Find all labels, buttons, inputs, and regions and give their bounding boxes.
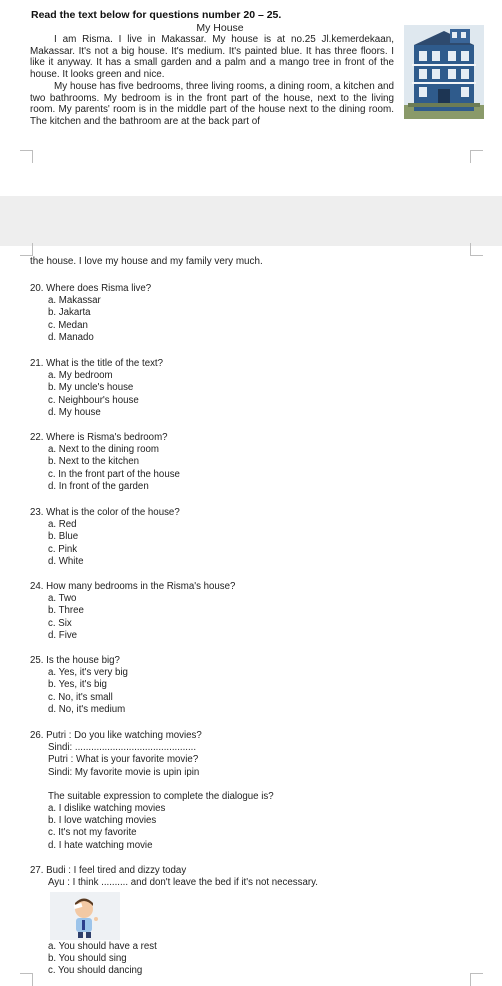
answer-option: c. It's not my favorite	[48, 827, 137, 839]
answer-option: d. No, it's medium	[48, 703, 126, 715]
answer-option: a. Makassar	[48, 295, 101, 307]
answer-option: c. In the front part of the house	[48, 468, 180, 480]
answer-option: b. I love watching movies	[48, 815, 157, 827]
document-page-2	[0, 246, 502, 985]
dialogue-line: Sindi: .............................................	[48, 742, 197, 754]
answer-option: b. Yes, it's big	[48, 679, 107, 691]
question-26	[30, 730, 274, 852]
answer-option: b. Jakarta	[48, 307, 91, 319]
answer-option: c. Pink	[48, 543, 78, 555]
answer-option: d. White	[48, 555, 84, 567]
answer-option: c. Six	[48, 617, 72, 629]
answer-option: d. I hate watching movie	[48, 839, 153, 851]
page-corner-mark	[20, 243, 33, 256]
page-corner-mark	[470, 150, 483, 163]
answer-option: b. Three	[48, 605, 84, 617]
page-gap	[0, 196, 502, 246]
answer-option: a. I dislike watching movies	[48, 803, 166, 815]
passage-body	[30, 34, 394, 128]
answer-option: c. No, it's small	[48, 691, 113, 703]
passage-continuation: the house. I love my house and my family very much.	[30, 256, 263, 267]
question-27-options	[30, 941, 157, 978]
dialogue-line: 27. Budi : I feel tired and dizzy today	[30, 865, 187, 876]
question-stem: 20. Where does Risma live?	[30, 283, 152, 294]
passage-title: My House	[196, 22, 244, 34]
dialogue-line: Ayu : I think .......... and don't leave the bed if it's not necessary.	[48, 877, 318, 889]
question-21	[30, 358, 163, 419]
answer-option: c. Neighbour's house	[48, 394, 139, 406]
question-stem: 25. Is the house big?	[30, 655, 120, 666]
answer-option: b. You should sing	[48, 953, 127, 965]
page-corner-mark	[470, 973, 483, 986]
answer-option: d. In front of the garden	[48, 480, 149, 492]
answer-option: a. Red	[48, 519, 77, 531]
answer-option: c. You should dancing	[48, 965, 143, 977]
dialogue-line: Putri : What is your favorite movie?	[48, 754, 199, 766]
page-corner-mark	[20, 973, 33, 986]
dialogue-line: Sindi: My favorite movie is upin ipin	[48, 766, 200, 778]
house-photo	[404, 25, 484, 119]
question-stem: 22. Where is Risma's bedroom?	[30, 432, 168, 443]
question-stem: 23. What is the color of the house?	[30, 507, 180, 518]
document-page-1	[0, 0, 502, 196]
answer-option: d. Five	[48, 629, 78, 641]
question-stem: 21. What is the title of the text?	[30, 358, 164, 369]
answer-option: d. My house	[48, 406, 101, 418]
answer-option: a. My bedroom	[48, 370, 113, 382]
page-corner-mark	[20, 150, 33, 163]
question-24	[30, 581, 235, 642]
answer-option: b. My uncle's house	[48, 382, 134, 394]
page-corner-mark	[470, 243, 483, 256]
question-25	[30, 655, 128, 716]
sick-boy-illustration	[50, 892, 120, 940]
question-20	[30, 283, 151, 344]
dialogue-line: 26. Putri : Do you like watching movies?	[30, 730, 202, 741]
passage-paragraph-2: My house has five bedrooms, three living rooms, a dining room, a kitchen and two bathrooms. My bedroom is in the front part of the house, next to the living room. My parents' room is in the middle part of the house next to the dining room. The kitchen and the bathroom are at the back part of	[30, 80, 394, 127]
answer-option: b. Next to the kitchen	[48, 456, 140, 468]
answer-option: c. Medan	[48, 319, 88, 331]
answer-option: a. Yes, it's very big	[48, 667, 128, 679]
answer-option: a. Two	[48, 593, 77, 605]
question-stem: 24. How many bedrooms in the Risma's house?	[30, 581, 236, 592]
question-22	[30, 432, 180, 493]
answer-option: d. Manado	[48, 331, 94, 343]
instruction-text: Read the text below for questions number 20 – 25.	[31, 9, 282, 21]
question-27	[30, 865, 318, 889]
passage-paragraph-1: I am Risma. I live in Makassar. My house is at no.25 Jl.kemerdekaan, Makassar. It's not a big house. It's medium. It's painted blue. It has three floors. I like it anyway. It has a small garden and a palm and a mango tree in front of the house. It looks green and nice.	[30, 34, 394, 81]
answer-option: b. Blue	[48, 531, 79, 543]
answer-option: a. You should have a rest	[48, 941, 157, 952]
question-prompt: The suitable expression to complete the dialogue is?	[48, 790, 274, 802]
answer-option: a. Next to the dining room	[48, 444, 159, 456]
question-23	[30, 507, 180, 568]
